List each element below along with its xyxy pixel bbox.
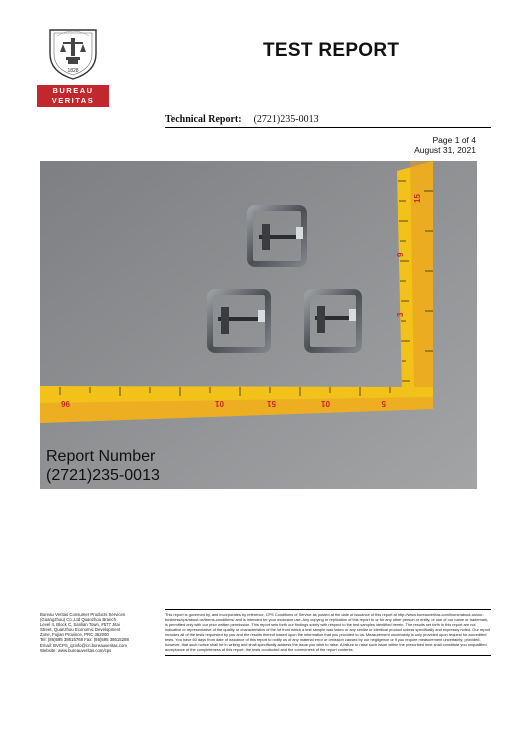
page-title: TEST REPORT (263, 40, 400, 61)
address-line: Street, Quanzhou Economic Development (40, 627, 121, 633)
technical-report-number: (2721)235-0013 (253, 114, 319, 125)
svg-text:01: 01 (215, 399, 224, 408)
brand-box (37, 85, 109, 107)
photo-illustration (40, 161, 477, 489)
badge-year: 1828 (67, 68, 79, 74)
photo-label-line-2: (2721)235-0013 (46, 467, 160, 484)
address-line: Zone, Fujian Province, PRC 362000 (40, 632, 109, 638)
svg-text:9: 9 (396, 252, 405, 257)
photo-report-label (46, 447, 160, 485)
sample-photo (40, 161, 477, 489)
technical-report-line (165, 114, 491, 128)
svg-text:96: 96 (61, 399, 70, 408)
address-line: Tel: (86)595 38615768 Fax: (86)595 38615288 (40, 637, 129, 643)
address-line: Bureau Veritas Consumer Products Services (40, 612, 126, 617)
svg-text:51: 51 (267, 399, 276, 408)
footer-address (40, 612, 160, 653)
brand-line-1: BUREAU (52, 86, 94, 95)
report-date: August 31, 2021 (414, 145, 476, 155)
page-number: Page 1 of 4 (432, 135, 476, 145)
vertical-ruler (396, 161, 433, 393)
page-info (414, 135, 476, 155)
svg-text:5: 5 (381, 399, 386, 408)
address-line: (Guangzhou) Co.,Ltd Quanzhou Branch (40, 617, 116, 623)
address-line: Level 4, Block C, Sanlian Town, #577 Jitai (40, 622, 120, 628)
technical-report-label: Technical Report: (165, 114, 242, 125)
address-line: Website: www.bureauveritas.com/cps (40, 647, 112, 653)
svg-text:3: 3 (396, 312, 405, 317)
footer-disclaimer: This report is governed by, and incorporates by reference, CPS Conditions of Service as posted at the date of issuance of this report at http://www.bureauveritas.com/home/about-us/our-business/cps/about-us/terms-conditions/ and is intended for your exclusive use. Any copying or replication of this report to or for any other person or entity, or use of our name or trademark, is permitted only with our prior written permission. This report sets forth our findings solely with respect to the test samples identified herein. The results set forth in this report are not indicative or representative of the quality or characteristics of the lot from which a test sample was taken or any similar or identical product unless specifically and expressly noted. Our report includes all of the tests requested by you and the results thereof based upon the information that you provided to us. Measurement uncertainty is only provided upon request for accredited tests. You have 60 days from date of issuance of this report to notify us of any material error or omission caused by our negligence or if you require measurement uncertainty; provided, however, that such notice shall be in writing and shall specifically address the issue you wish to raise. A failure to raise such issue within the prescribed time shall constitute you unqualified acceptance of the completeness of this report, the tests conducted and the correctness of the report contents. (165, 609, 491, 656)
svg-text:01: 01 (321, 399, 330, 408)
brand-line-2: VERITAS (51, 96, 95, 105)
address-line: Email: BVCPS_qzinfo@cn.bureauveritas.com (40, 642, 127, 648)
photo-label-line-1: Report Number (46, 448, 156, 465)
svg-text:15: 15 (413, 194, 422, 203)
bureau-veritas-logo (37, 24, 109, 108)
